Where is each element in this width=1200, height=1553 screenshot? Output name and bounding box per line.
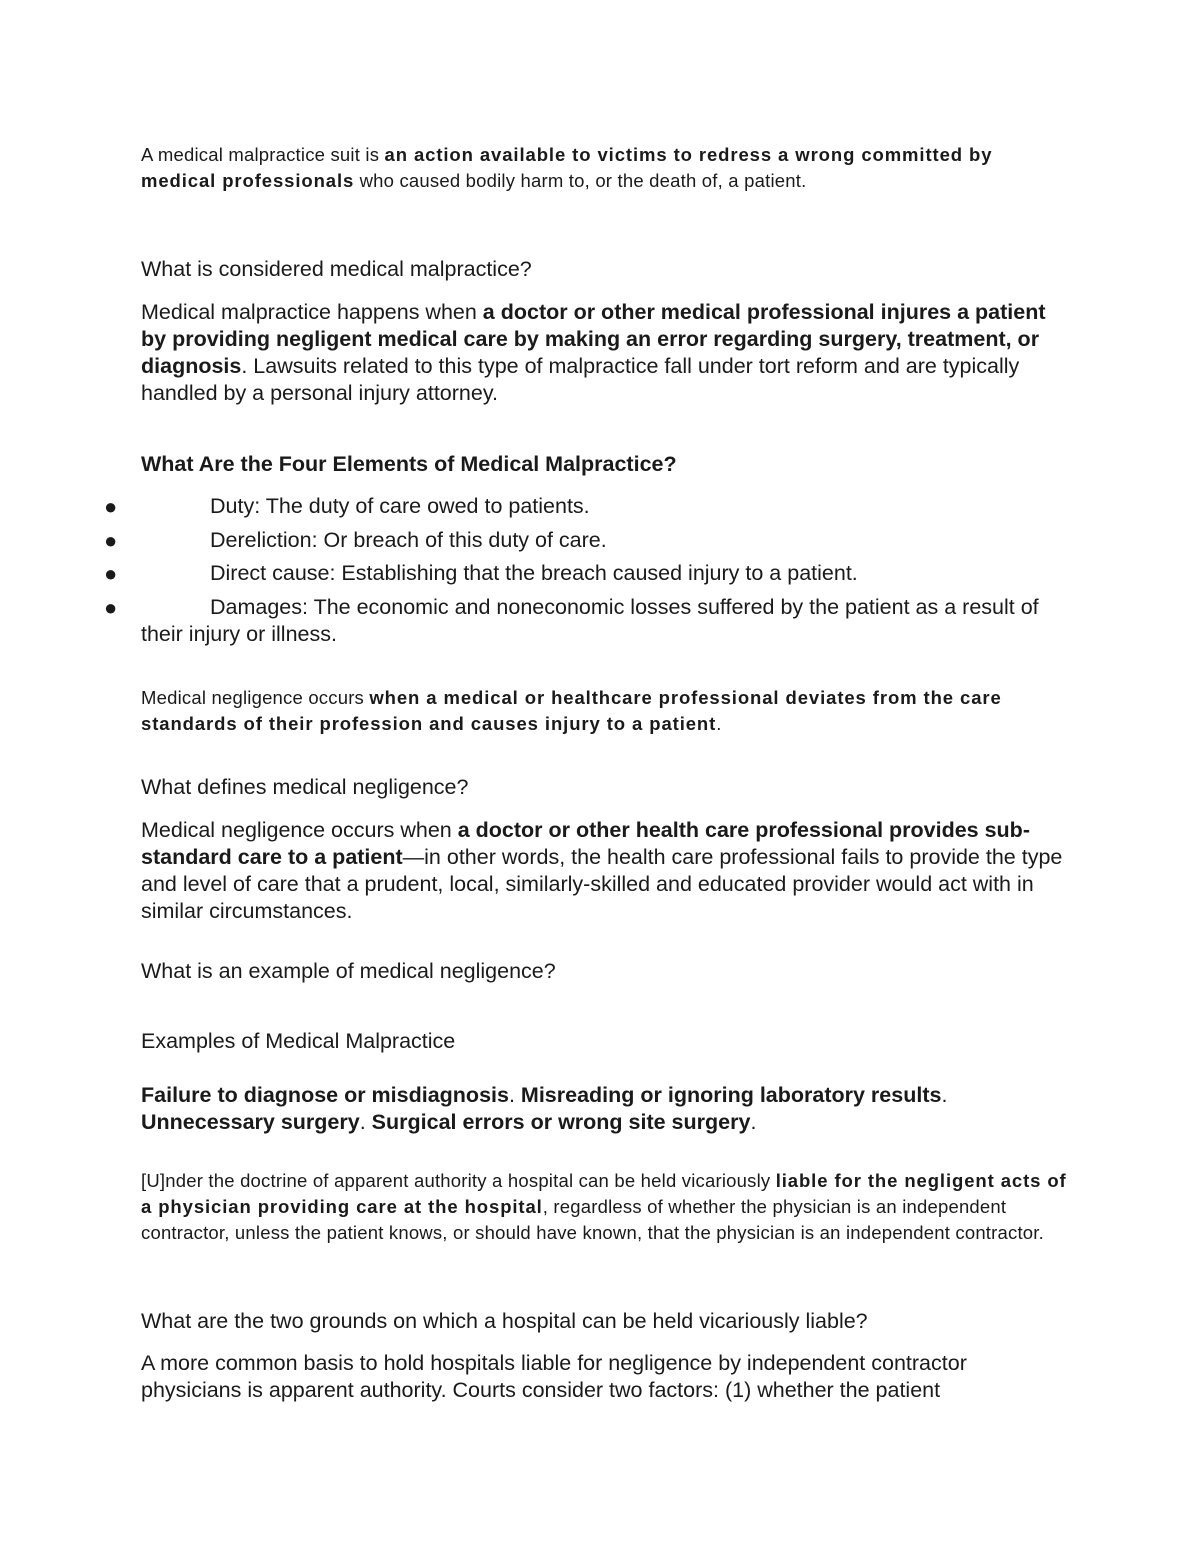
example-separator: . xyxy=(750,1110,757,1134)
list-item-text: Damages: The economic and noneconomic losses suffered by the patient as a result of their injury or illness. xyxy=(141,594,1039,646)
bullet-icon: ● xyxy=(104,594,118,620)
example-laboratory: Misreading or ignoring laboratory results xyxy=(520,1083,942,1107)
list-item-text: Direct cause: Establishing that the breach caused injury to a patient. xyxy=(210,561,858,585)
document-page xyxy=(104,0,1071,1553)
definition-emphasis: an action available to victims to redress a wrong committed by medical professionals xyxy=(141,144,993,191)
example-separator: . xyxy=(359,1110,372,1134)
example-misdiagnosis: Failure to diagnose or misdiagnosis xyxy=(141,1083,509,1107)
malpractice-answer-emphasis: a doctor or other medical professional injures a patient by providing negligent medical care by making an error regarding surgery, treatment, or diagnosis xyxy=(141,300,1046,378)
negligence-definition-text-end: . xyxy=(716,713,722,734)
question-negligence: What defines medical negligence? xyxy=(141,775,469,799)
definition-text-end: who caused bodily harm to, or the death of, a patient. xyxy=(354,170,807,191)
list-item-text: Duty: The duty of care owed to patients. xyxy=(210,494,590,518)
example-unnecessary-surgery: Unnecessary surgery xyxy=(141,1110,360,1134)
examples-paragraph xyxy=(141,1082,1071,1136)
bullet-icon: ● xyxy=(104,494,118,519)
apparent-authority-text-end: , regardless of whether the physician is an independent contractor, unless the patient knows, or should have known, that the physician is an independent contractor. xyxy=(141,1196,1044,1243)
negligence-answer-paragraph xyxy=(141,817,1071,925)
apparent-authority-emphasis: liable for the negligent acts of a physician providing care at the hospital xyxy=(141,1170,1067,1217)
negligence-answer-emphasis: a doctor or other health care professional provides sub-standard care to a patient xyxy=(141,818,1030,869)
list-item-text: Dereliction: Or breach of this duty of care. xyxy=(210,527,607,552)
question-example: What is an example of medical negligence? xyxy=(141,959,556,983)
example-surgical-errors: Surgical errors or wrong site surgery xyxy=(371,1110,751,1134)
list-item xyxy=(104,594,1071,648)
four-elements-list xyxy=(104,493,1071,654)
malpractice-answer-paragraph xyxy=(141,299,1071,407)
negligence-definition-paragraph xyxy=(141,685,1071,737)
apparent-authority-text: [U]nder the doctrine of apparent authority a hospital can be held vicariously xyxy=(141,1170,776,1191)
definition-text: A medical malpractice suit is xyxy=(141,144,385,165)
list-item xyxy=(104,527,1071,554)
vicarious-liability-paragraph: A more common basis to hold hospitals liable for negligence by independent contractor physicians is apparent authority. Courts consider two factors: (1) whether the patient xyxy=(141,1351,967,1402)
question-vicarious-liability: What are the two grounds on which a hospital can be held vicariously liable? xyxy=(141,1309,868,1333)
negligence-answer-text: Medical negligence occurs when xyxy=(141,818,458,842)
bullet-icon: ● xyxy=(104,527,118,553)
apparent-authority-paragraph xyxy=(141,1168,1071,1246)
example-separator: . xyxy=(508,1083,521,1107)
list-item xyxy=(104,560,1071,587)
example-separator: . xyxy=(941,1083,948,1107)
negligence-definition-emphasis: when a medical or healthcare professional deviates from the care standards of their profession and causes injury to a patient xyxy=(141,687,1002,734)
bullet-icon: ● xyxy=(104,561,118,586)
negligence-definition-text: Medical negligence occurs xyxy=(141,687,370,708)
malpractice-answer-text-end: . Lawsuits related to this type of malpractice fall under tort reform and are typically handled by a personal injury attorney. xyxy=(141,354,1020,405)
examples-title: Examples of Medical Malpractice xyxy=(141,1029,456,1053)
definition-paragraph xyxy=(141,142,1071,194)
list-item xyxy=(104,493,1071,520)
question-malpractice: What is considered medical malpractice? xyxy=(141,257,532,281)
malpractice-answer-text: Medical malpractice happens when xyxy=(141,300,483,324)
negligence-answer-text-end: —in other words, the health care professional fails to provide the type and level of care that a prudent, local, similarly-skilled and educated provider would act with in similar circumstances. xyxy=(141,845,1063,923)
four-elements-heading: What Are the Four Elements of Medical Malpractice? xyxy=(141,452,677,476)
